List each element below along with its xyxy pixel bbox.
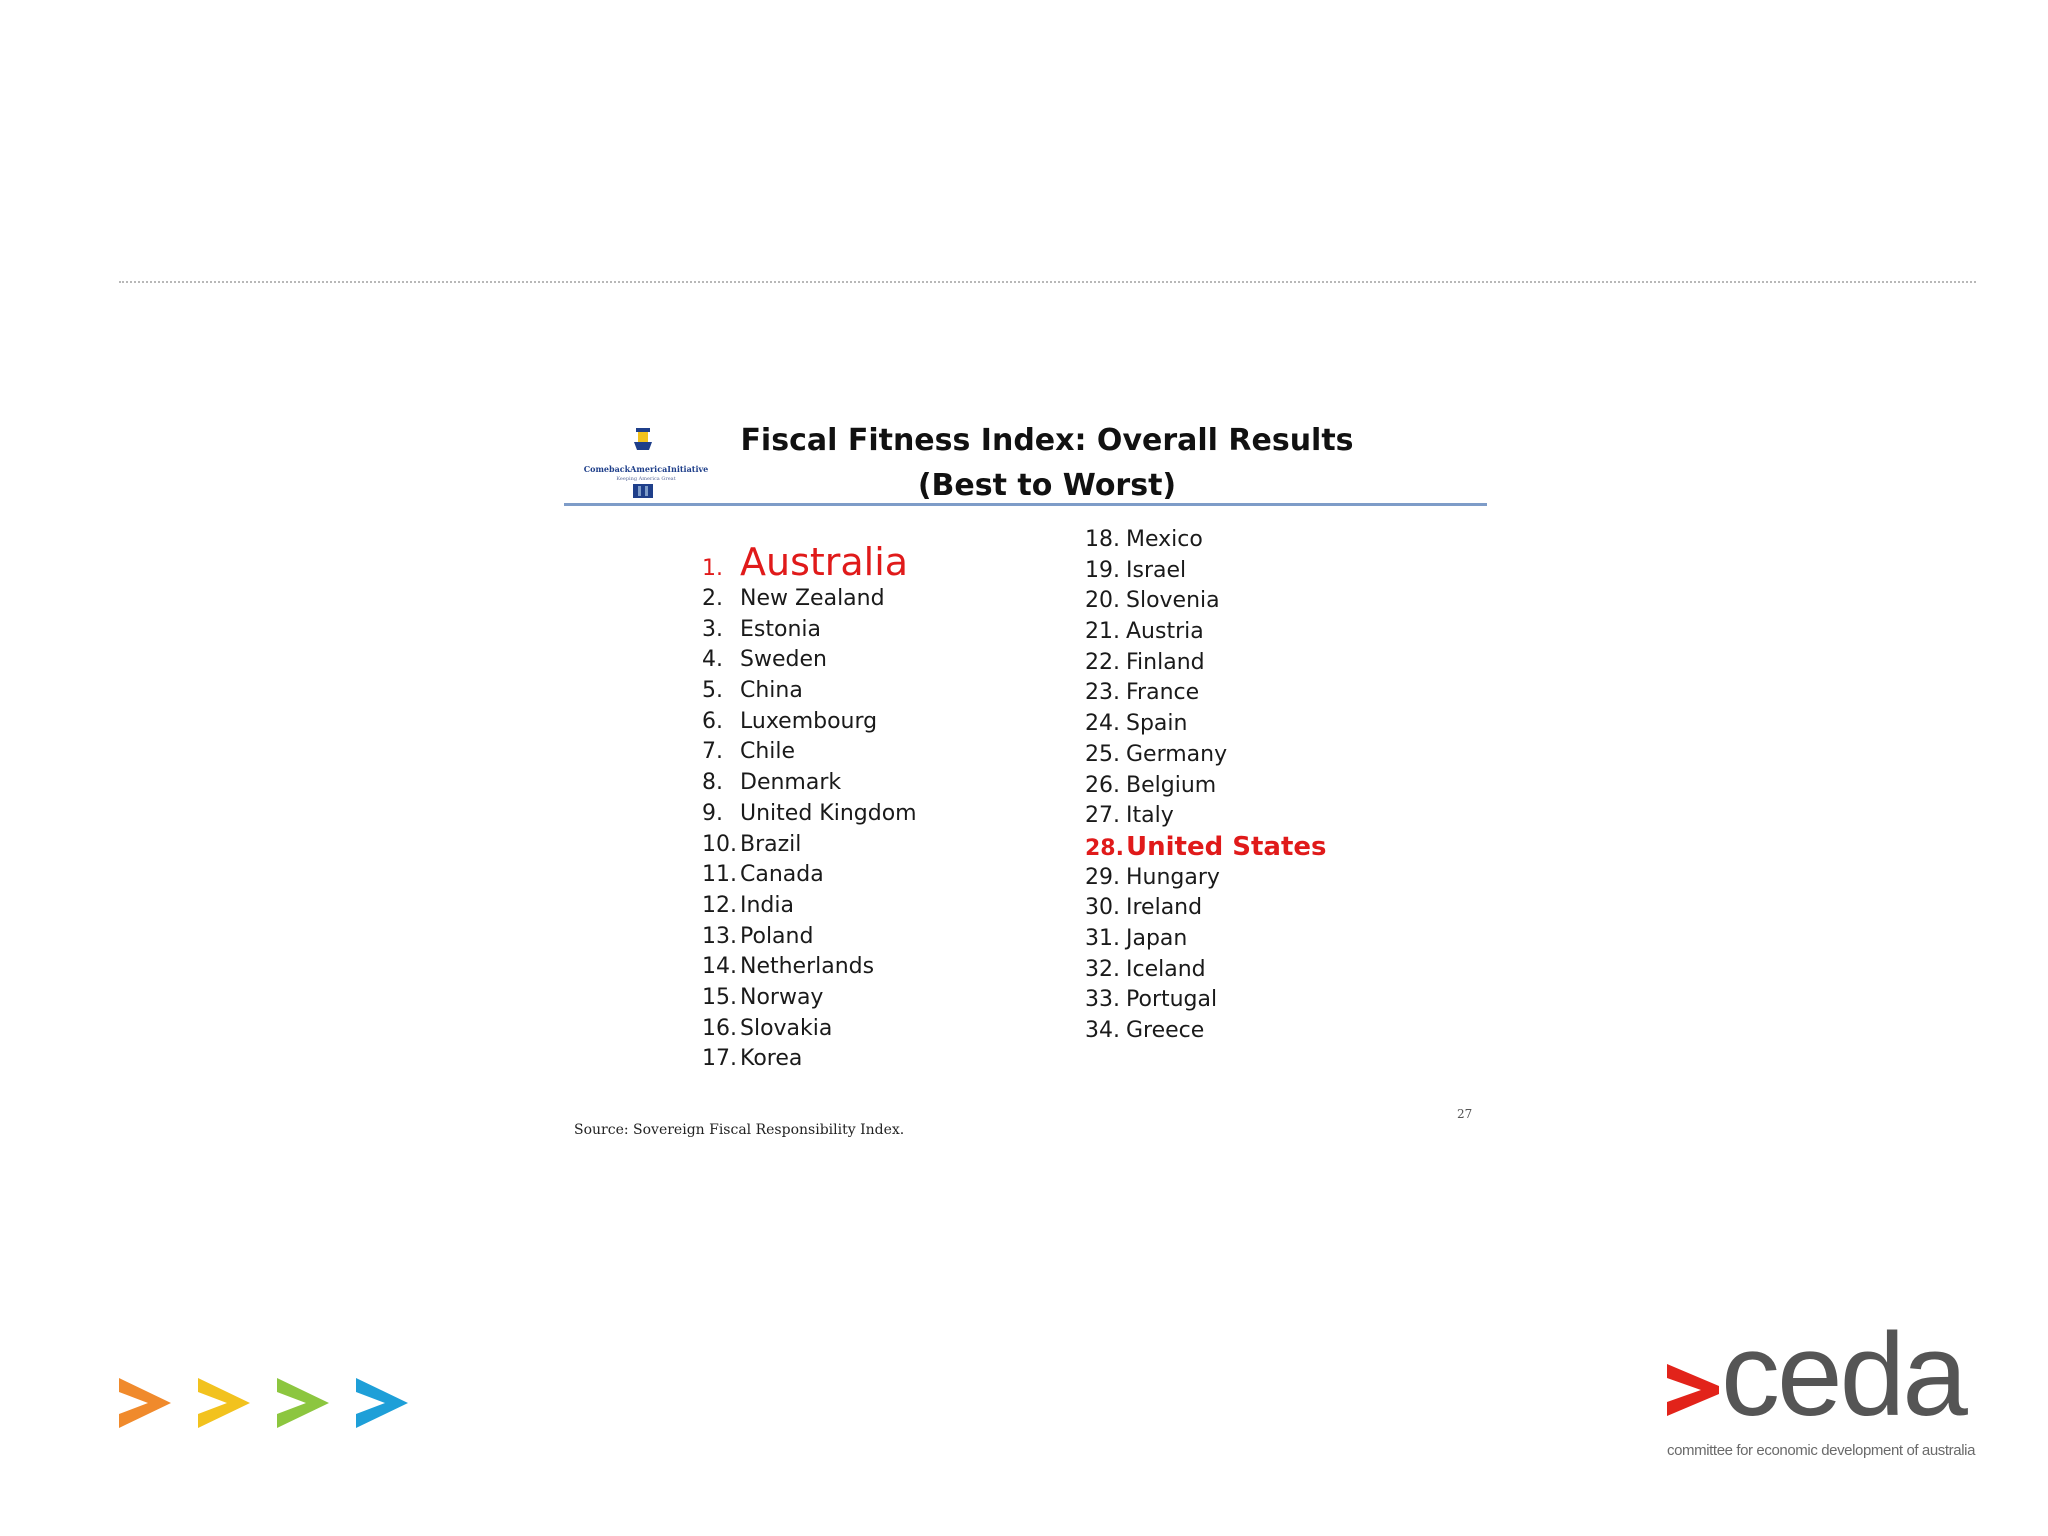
ranking-row — [1085, 648, 1326, 679]
ranking-row — [702, 891, 917, 922]
page-number: 27 — [1457, 1107, 1473, 1121]
rank-number: 25. — [1085, 741, 1120, 767]
country-name: Poland — [740, 923, 814, 949]
ranking-row — [1085, 525, 1326, 556]
country-name: Israel — [1126, 557, 1187, 583]
rank-number: 15. — [702, 984, 737, 1010]
chevron-green-icon — [274, 1370, 334, 1440]
country-name: Brazil — [740, 831, 802, 857]
country-name: Norway — [740, 984, 824, 1010]
rank-number: 32. — [1085, 956, 1120, 982]
country-name: Chile — [740, 739, 796, 765]
lighthouse-icon — [572, 422, 712, 502]
ranking-row — [702, 983, 917, 1014]
ranking-row — [702, 799, 917, 830]
rank-number: 26. — [1085, 772, 1120, 798]
rank-number: 14. — [702, 954, 737, 980]
country-name: Japan — [1126, 925, 1188, 951]
ranking-row — [1085, 955, 1326, 986]
rank-number: 24. — [1085, 711, 1120, 737]
ranking-row — [1085, 678, 1326, 709]
rank-number: 1. — [702, 556, 723, 581]
ceda-tagline: committee for economic development of australia — [1667, 1442, 1976, 1459]
rank-number: 28. — [1085, 835, 1124, 861]
country-name: Belgium — [1126, 772, 1217, 798]
country-name: Greece — [1126, 1018, 1205, 1043]
country-name: Austria — [1126, 619, 1204, 645]
rank-number: 29. — [1085, 864, 1120, 890]
country-name: Finland — [1126, 649, 1205, 675]
rank-number: 7. — [702, 739, 723, 765]
title-line-1: Fiscal Fitness Index: Overall Results — [740, 423, 1354, 458]
country-name: Netherlands — [740, 954, 875, 980]
source-note: Source: Sovereign Fiscal Responsibility Index. — [574, 1122, 905, 1138]
title-underline — [564, 503, 1487, 506]
country-name: United Kingdom — [740, 800, 917, 826]
rank-number: 30. — [1085, 895, 1120, 921]
rank-number: 16. — [702, 1015, 737, 1041]
rank-number: 3. — [702, 616, 723, 642]
ranking-row — [702, 737, 917, 768]
rank-number: 12. — [702, 892, 737, 918]
ranking-row — [702, 1014, 917, 1045]
ranking-row — [1085, 586, 1326, 617]
rank-number: 17. — [702, 1046, 737, 1072]
country-name: India — [740, 892, 794, 918]
title-line-2: (Best to Worst) — [917, 468, 1177, 503]
country-name: Slovakia — [740, 1015, 833, 1041]
ranking-row — [702, 952, 917, 983]
country-name: Sweden — [740, 647, 827, 673]
chevron-blue-icon — [353, 1370, 413, 1440]
rank-number: 23. — [1085, 680, 1120, 706]
rank-number: 33. — [1085, 987, 1120, 1013]
rankings-column-right — [1085, 525, 1326, 1047]
comeback-america-logo — [572, 422, 712, 502]
country-name: Denmark — [740, 770, 842, 796]
embedded-slide — [562, 412, 1492, 1162]
rank-number: 6. — [702, 708, 723, 734]
rank-number: 8. — [702, 770, 723, 796]
slide-divider — [119, 281, 1976, 283]
country-name: Luxembourg — [740, 708, 878, 734]
rank-number: 27. — [1085, 803, 1120, 829]
chevron-arrows-logo — [116, 1370, 416, 1440]
rank-number: 20. — [1085, 588, 1120, 614]
chevron-yellow-icon — [195, 1370, 255, 1440]
slide-title — [722, 418, 1372, 508]
country-name: Estonia — [740, 616, 821, 642]
rank-number: 22. — [1085, 649, 1120, 675]
rank-number: 13. — [702, 923, 737, 949]
rank-number: 18. — [1085, 527, 1120, 552]
ranking-row-highlight — [1085, 832, 1326, 863]
ranking-row — [1085, 863, 1326, 894]
country-name: Canada — [740, 862, 824, 888]
country-name: New Zealand — [740, 586, 885, 611]
ceda-arrow-icon — [1667, 1360, 1721, 1420]
logo-tagline: Keeping America Great — [616, 476, 676, 482]
country-name: Germany — [1126, 741, 1228, 767]
ranking-row — [1085, 1016, 1326, 1047]
country-name: Slovenia — [1126, 588, 1220, 614]
ranking-row — [1085, 985, 1326, 1016]
ranking-row — [702, 584, 917, 615]
ceda-wordmark: ceda — [1721, 1309, 1965, 1441]
ranking-row — [1085, 771, 1326, 802]
ranking-row — [1085, 709, 1326, 740]
ranking-row — [1085, 617, 1326, 648]
ranking-row — [1085, 556, 1326, 587]
ranking-row — [702, 615, 917, 646]
ranking-row — [702, 768, 917, 799]
country-name: Italy — [1126, 803, 1174, 829]
rankings-column-left — [702, 540, 917, 1075]
rank-number: 2. — [702, 586, 723, 611]
country-name: Korea — [740, 1046, 803, 1072]
rank-number: 31. — [1085, 925, 1120, 951]
country-name: Hungary — [1126, 864, 1220, 890]
ranking-row — [702, 540, 917, 584]
ranking-row — [702, 707, 917, 738]
country-name: China — [740, 678, 803, 704]
ranking-row — [702, 830, 917, 861]
country-name: Mexico — [1126, 527, 1203, 552]
ranking-row — [1085, 801, 1326, 832]
country-name: France — [1126, 680, 1200, 706]
chevron-orange-icon — [116, 1370, 176, 1440]
country-name: Spain — [1126, 711, 1188, 737]
ranking-row — [702, 1044, 917, 1075]
rank-number: 9. — [702, 800, 723, 826]
rank-number: 19. — [1085, 557, 1120, 583]
country-name: United States — [1125, 831, 1327, 862]
ranking-row — [702, 676, 917, 707]
country-name: Ireland — [1126, 895, 1203, 921]
rank-number: 34. — [1085, 1018, 1120, 1043]
country-name: Portugal — [1126, 987, 1218, 1013]
ranking-row — [702, 645, 917, 676]
rank-number: 11. — [702, 862, 737, 888]
ranking-row — [1085, 924, 1326, 955]
country-name: Australia — [740, 540, 909, 584]
logo-wordmark: ComebackAmericaInitiative — [583, 464, 709, 474]
ranking-row — [1085, 893, 1326, 924]
rank-number: 10. — [702, 831, 737, 857]
ranking-row — [702, 922, 917, 953]
ranking-row — [1085, 740, 1326, 771]
rank-number: 5. — [702, 678, 723, 704]
country-name: Iceland — [1126, 956, 1206, 982]
rank-number: 21. — [1085, 619, 1120, 645]
rank-number: 4. — [702, 647, 723, 673]
ceda-logo — [1665, 1309, 1985, 1460]
ranking-row — [702, 860, 917, 891]
